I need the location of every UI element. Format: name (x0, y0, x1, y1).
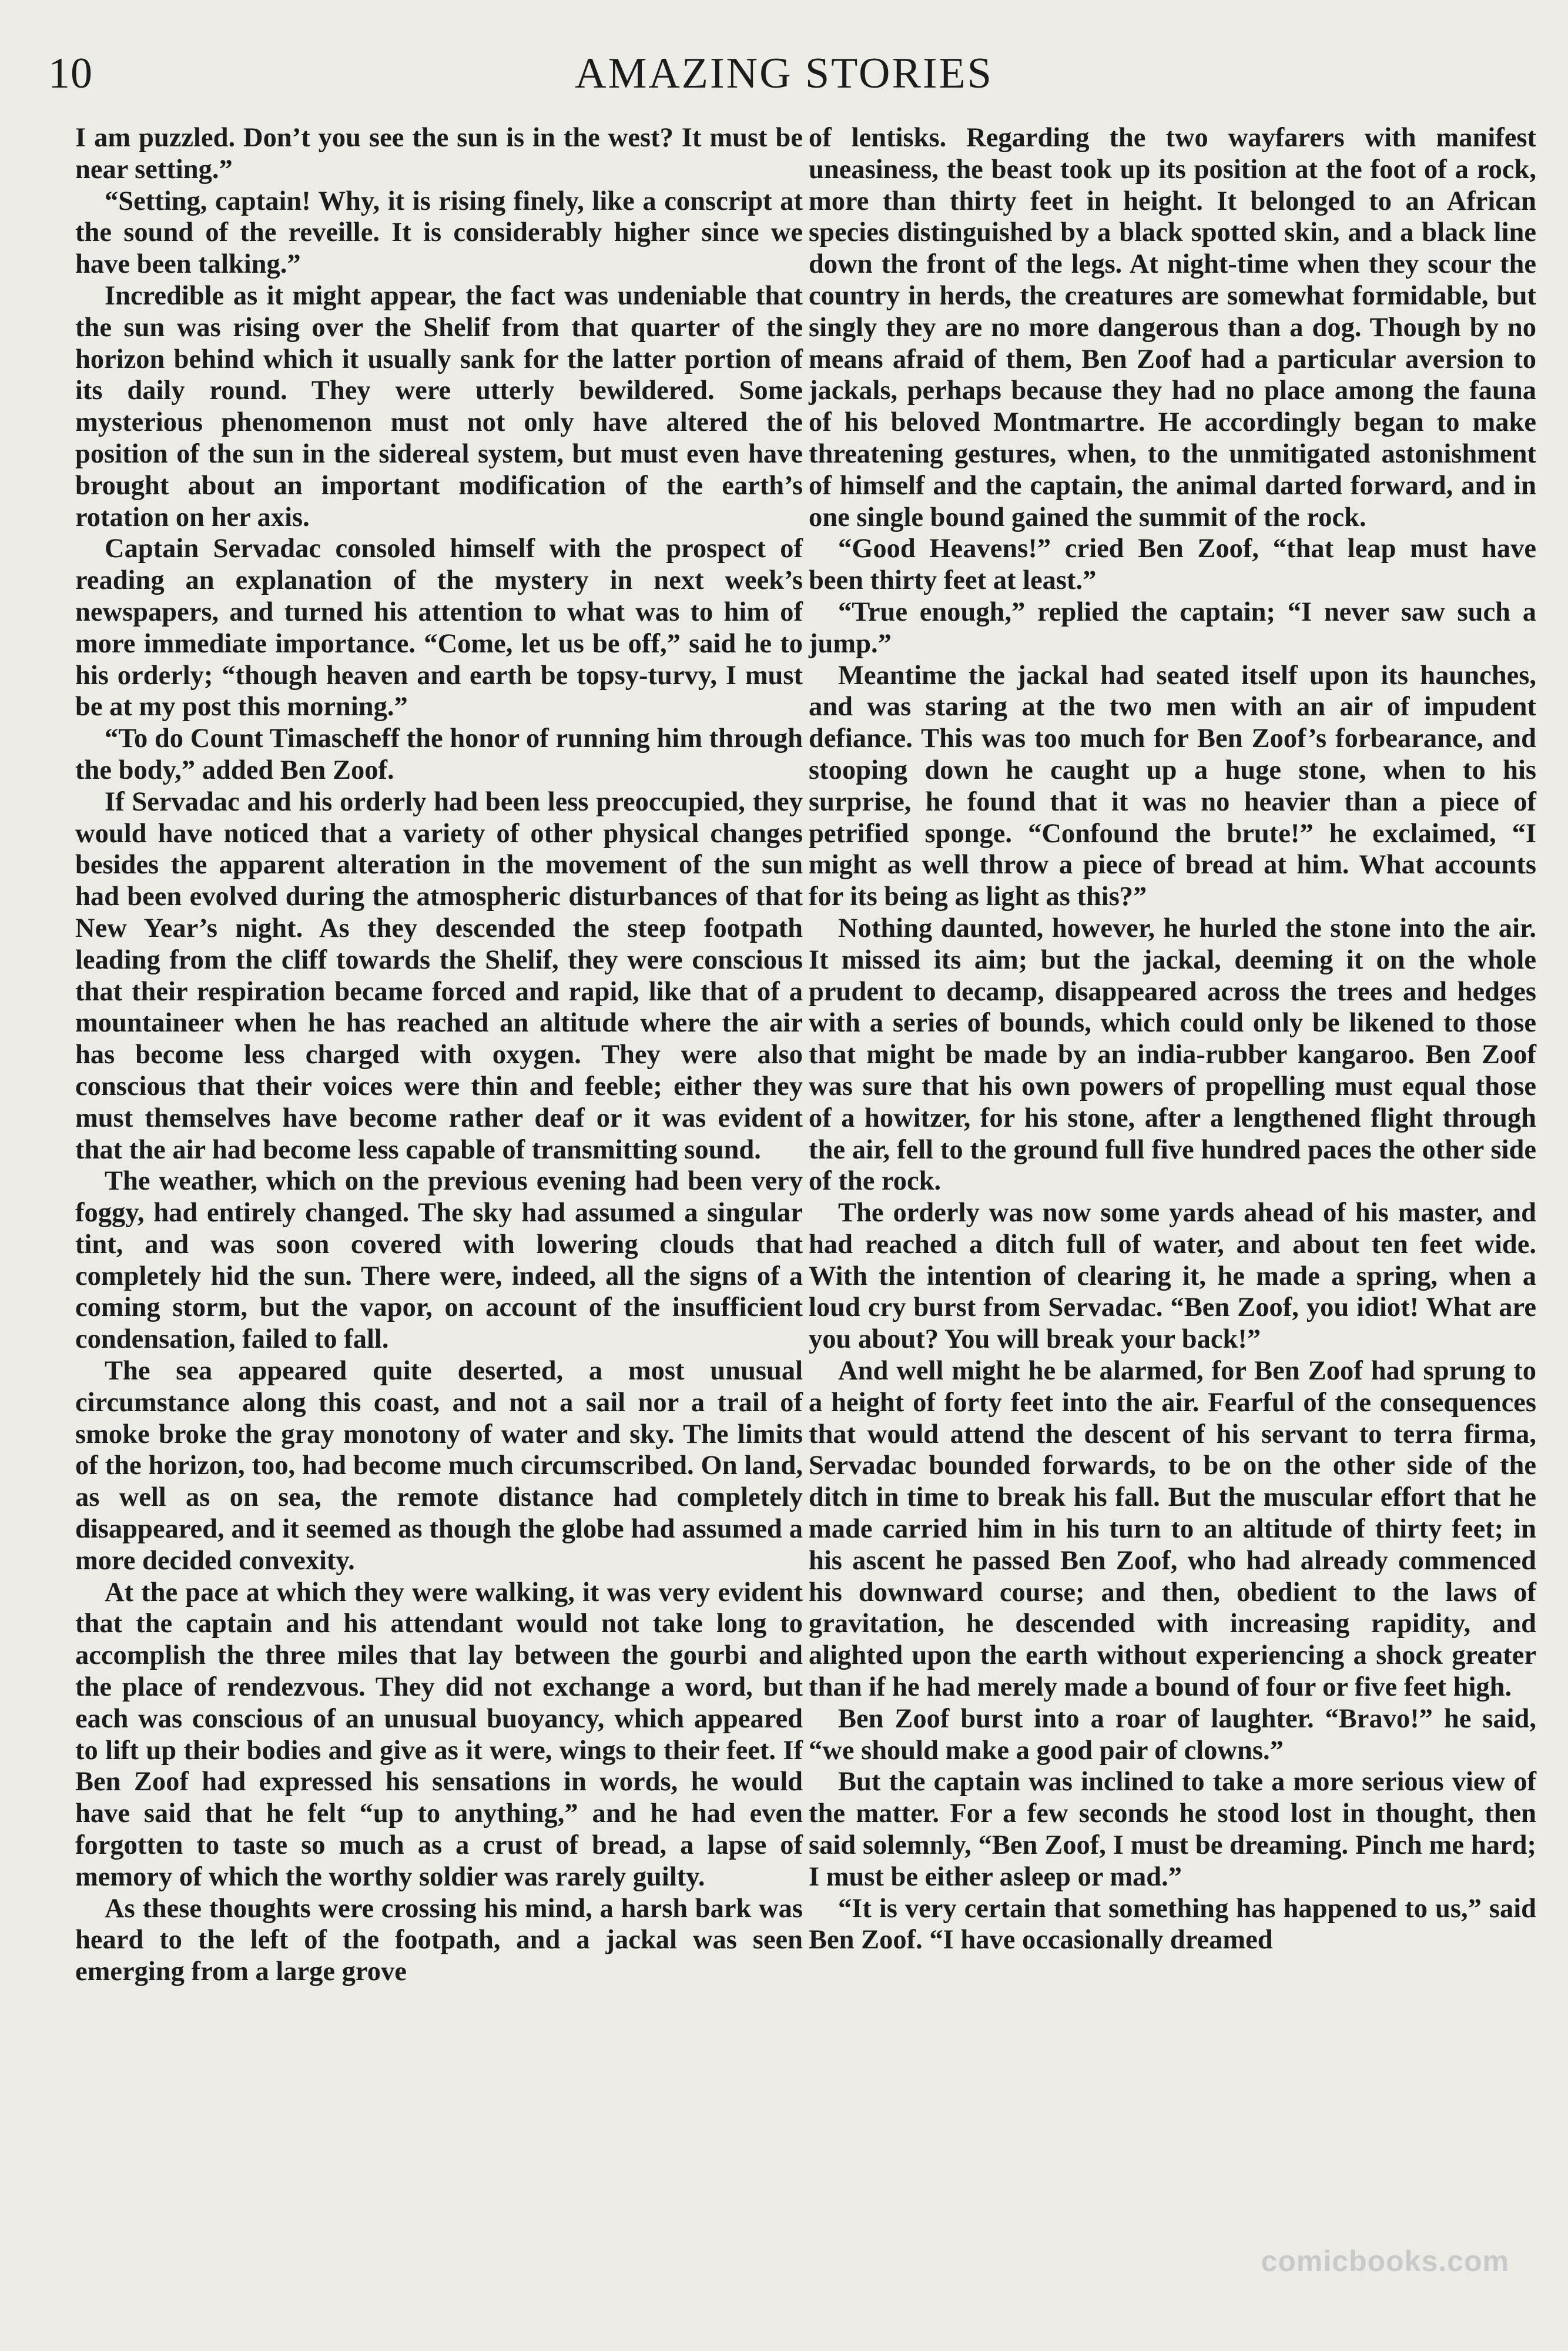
paragraph: Incredible as it might appear, the fact was undeniable that the sun was rising over the Shelif from that quarter of the horizon behind which it usually sank for the latter portion of its daily round. They were utterly bewildered. Some mysterious phenomenon must not only have altered the position of the sun in the sidereal system, but must even have brought about an important modification of the earth’s rotation on her axis. (75, 280, 803, 533)
paragraph: The sea appeared quite deserted, a most unusual circumstance along this coast, and not a sail nor a trail of smoke broke the gray monotony of water and sky. The limits of the horizon, too, had become much circumscribed. On land, as well as on sea, the remote distance had completely disappeared, and it seemed as though the globe had assumed a more decided convexity. (75, 1356, 803, 1576)
paragraph: “True enough,” replied the captain; “I never saw such a jump.” (809, 597, 1536, 659)
paragraph: But the captain was inclined to take a more serious view of the matter. For a few seconds he stood lost in thought, then said solemnly, “Ben Zoof, I must be dreaming. Pinch me hard; I must be either asleep or mad.” (809, 1767, 1536, 1892)
paragraph: If Servadac and his orderly had been less preoccupied, they would have noticed that a variety of other physical changes besides the apparent alteration in the movement of the sun had been evolved during the atmospheric disturbances of that New Year’s night. As they descended the steep footpath leading from the cliff towards the Shelif, they were conscious that their respiration became forced and rapid, like that of a mountaineer when he has reached an altitude where the air has become less charged with oxygen. They were also conscious that their voices were thin and feeble; either they must themselves have become rather deaf or it was evident that the air had become less capable of transmitting sound. (75, 786, 803, 1165)
right-column (809, 122, 1536, 1956)
paragraph: “Setting, captain! Why, it is rising finely, like a conscript at the sound of the reveille. It is considerably higher since we have been talking.” (75, 186, 803, 280)
paragraph: The weather, which on the previous evening had been very foggy, had entirely changed. The sky had assumed a singular tint, and was soon covered with lowering clouds that completely hid the sun. There were, indeed, all the signs of a coming storm, but the vapor, on account of the insufficient condensation, failed to fall. (75, 1166, 803, 1355)
paragraph: As these thoughts were crossing his mind, a harsh bark was heard to the left of the footpath, and a jackal was seen emerging from a large grove (75, 1893, 803, 1987)
paragraph: “Good Heavens!” cried Ben Zoof, “that leap must have been thirty feet at least.” (809, 534, 1536, 596)
paragraph: I am puzzled. Don’t you see the sun is in the west? It must be near setting.” (75, 123, 803, 185)
page-number: 10 (48, 49, 93, 98)
paragraph: The orderly was now some yards ahead of his master, and had reached a ditch full of water, and about ten feet wide. With the intention of clearing it, he made a spring, when a loud cry burst from Servadac. “Ben Zoof, you idiot! What are you about? You will break your back!” (809, 1198, 1536, 1355)
paragraph: At the pace at which they were walking, it was very evident that the captain and his attendant would not take long to accomplish the three miles that lay between the gourbi and the place of rendezvous. They did not exchange a word, but each was conscious of an unusual buoyancy, which appeared to lift up their bodies and give as it were, wings to their feet. If Ben Zoof had expressed his sensations in words, he would have said that he felt “up to anything,” and he had even forgotten to taste so much as a crust of bread, a lapse of memory of which the worthy soldier was rarely guilty. (75, 1577, 803, 1892)
paragraph: And well might he be alarmed, for Ben Zoof had sprung to a height of forty feet into the air. Fearful of the consequences that would attend the descent of his servant to terra firma, Servadac bounded forwards, to be on the other side of the ditch in time to break his fall. But the muscular effort that he made carried him in his turn to an altitude of thirty feet; in his ascent he passed Ben Zoof, who had already commenced his downward course; and then, obedient to the laws of gravitation, he descended with increasing rapidity, and alighted upon the earth without experiencing a shock greater than if he had merely made a bound of four or five feet high. (809, 1356, 1536, 1703)
running-head-title: AMAZING STORIES (575, 49, 993, 98)
paragraph: “To do Count Timascheff the honor of running him through the body,” added Ben Zoof. (75, 724, 803, 785)
watermark-text: comicbooks.com (1261, 2245, 1509, 2278)
left-column (75, 122, 803, 1988)
paragraph: Captain Servadac consoled himself with the prospect of reading an explanation of the mystery in next week’s newspapers, and turned his attention to what was to him of more immediate importance. “Come, let us be off,” said he to his orderly; “though heaven and earth be topsy-turvy, I must be at my post this morning.” (75, 534, 803, 722)
paragraph: of lentisks. Regarding the two wayfarers with manifest uneasiness, the beast took up its position at the foot of a rock, more than thirty feet in height. It belonged to an African species distinguished by a black spotted skin, and a black line down the front of the legs. At night-time when they scour the country in herds, the creatures are somewhat formidable, but singly they are no more dangerous than a dog. Though by no means afraid of them, Ben Zoof had a particular aversion to jackals, perhaps because they had no place among the fauna of his beloved Montmartre. He accordingly began to make threatening gestures, when, to the unmitigated astonishment of himself and the captain, the animal darted forward, and in one single bound gained the summit of the rock. (809, 123, 1536, 533)
paragraph: “It is very certain that something has happened to us,” said Ben Zoof. “I have occasionally dreamed (809, 1893, 1536, 1955)
paragraph: Ben Zoof burst into a roar of laughter. “Bravo!” he said, “we should make a good pair of clowns.” (809, 1703, 1536, 1766)
paragraph: Nothing daunted, however, he hurled the stone into the air. It missed its aim; but the jackal, deeming it on the whole prudent to decamp, disappeared across the trees and hedges with a series of bounds, which could only be likened to those that might be made by an india-rubber kangaroo. Ben Zoof was sure that his own powers of propelling must equal those of a howitzer, for his stone, after a lengthened flight through the air, fell to the ground full five hundred paces the other side of the rock. (809, 913, 1536, 1197)
paragraph: Meantime the jackal had seated itself upon its haunches, and was staring at the two men with an air of impudent defiance. This was too much for Ben Zoof’s forbearance, and stooping down he caught up a huge stone, when to his surprise, he found that it was no heavier than a piece of petrified sponge. “Confound the brute!” he exclaimed, “I might as well throw a piece of bread at him. What accounts for its being as light as this?” (809, 660, 1536, 912)
